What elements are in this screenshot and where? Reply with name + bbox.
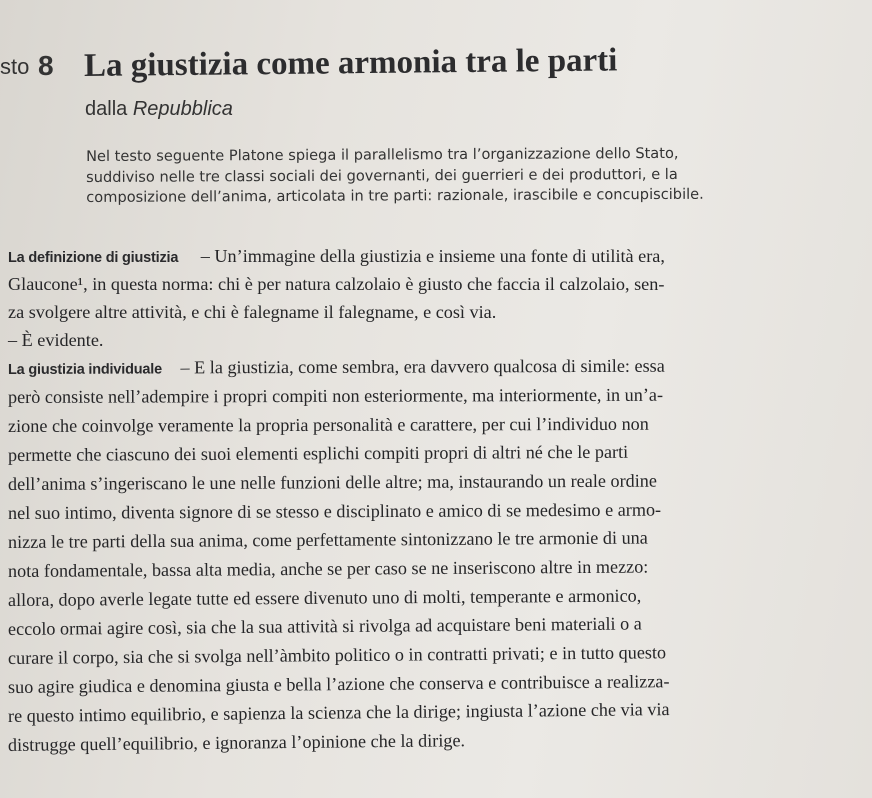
- text-line: nel suo intimo, diventa signore di se stesso e disciplinato e amico di se medesimo e armo-: [7, 499, 662, 523]
- chapter-number: 8: [38, 50, 54, 81]
- margin-heading-definizione: La definizione di giustizia: [8, 250, 179, 266]
- text-line: [8, 356, 665, 379]
- text-line: eccolo ormai agire così, sia che la sua attività si rivolga ad acquistare beni materiali o a: [7, 613, 642, 639]
- chapter-prefix: sto: [0, 54, 30, 79]
- text-line: allora, dopo averle legate tutte ed essere divenuto uno di molti, temperante e armonico,: [7, 585, 642, 610]
- intro-line: composizione dell’anima, articolata in tre parti: razionale, irascibile e concupiscibile.: [86, 185, 704, 206]
- text-line: curare il corpo, sia che si svolga nell’àmbito politico o in contratti privati; e in tutto questo: [7, 642, 667, 668]
- source-work: Repubblica: [132, 98, 233, 120]
- intro-paragraph: [86, 143, 786, 208]
- text-line: zione che coinvolge veramente la propria personalità e carattere, per cui l’individuo non: [7, 413, 649, 436]
- text-line: [8, 246, 665, 267]
- text-line: za svolgere altre attività, e chi è falegname il falegname, e così via.: [8, 302, 497, 322]
- text-line: – È evidente.: [8, 330, 104, 350]
- text-segment: – Un’immagine della giustizia e insieme una fonte di utilità era,: [200, 246, 665, 266]
- text-line: Glaucone¹, in questa norma: chi è per natura calzolaio è giusto che faccia il calzolaio, sen-: [8, 274, 665, 294]
- text-line: però consiste nell’adempire i propri compiti non esteriormente, ma interiormente, in un’a-: [7, 384, 664, 407]
- page-title: La giustizia come armonia tra le parti: [83, 42, 618, 84]
- source-line: [85, 98, 233, 121]
- text-segment: – E la giustizia, come sembra, era davvero qualcosa di simile: essa: [180, 355, 665, 378]
- text-line: nota fondamentale, bassa alta media, anche se per caso se ne inseriscono altre in mezzo:: [7, 556, 649, 581]
- intro-line: Nel testo seguente Platone spiega il parallelismo tra l’organizzazione dello Stato,: [86, 144, 679, 165]
- intro-line: suddiviso nelle tre classi sociali dei governanti, dei guerrieri e dei produttori, e la: [86, 165, 678, 186]
- text-line: permette che ciascuno dei suoi elementi esplichi compiti propri di altri né che le parti: [7, 441, 629, 465]
- text-line: dell’anima s’ingeriscano le une nelle funzioni delle altre; ma, instaurando un reale ordine: [7, 470, 657, 494]
- margin-heading-individuale: La giustizia individuale: [7, 361, 162, 378]
- text-line: suo agire giudica e denomina giusta e bella l’azione che conserva e contribuisce a realizza-: [7, 671, 670, 697]
- text-line: distrugge quell’equilibrio, e ignoranza l’opinione che la dirige.: [7, 730, 466, 755]
- source-prefix: dalla: [85, 98, 133, 120]
- text-line: nizza le tre parti della sua anima, come perfettamente sintonizzano le tre armonie di una: [7, 527, 648, 552]
- text-line: re questo intimo equilibrio, e sapienza la scienza che la dirige; ingiusta l’azione che via via: [7, 699, 670, 726]
